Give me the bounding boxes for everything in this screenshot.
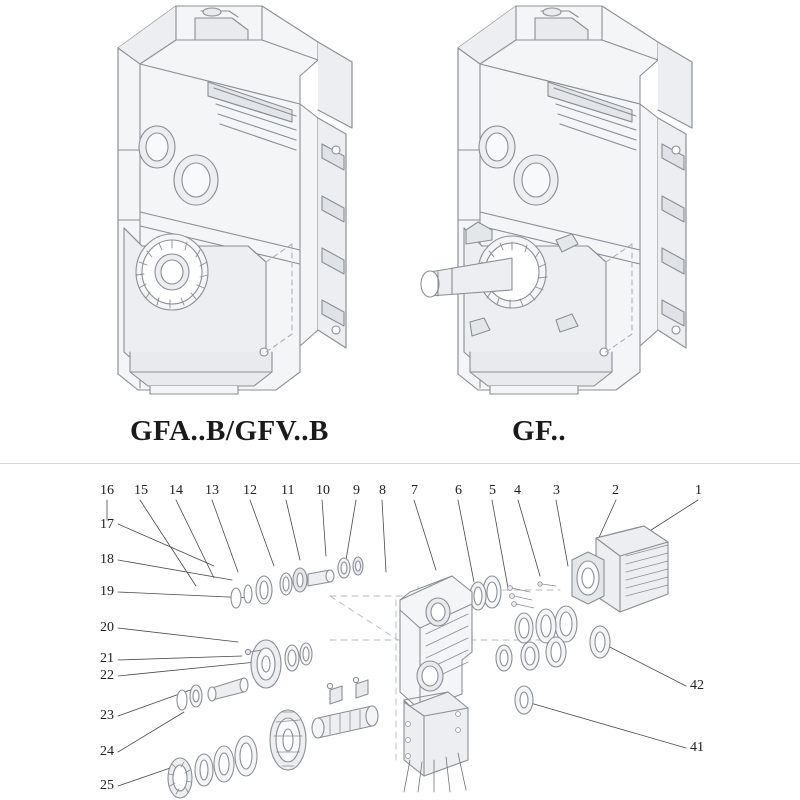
callout-9: 9 xyxy=(353,483,360,498)
callout-41: 41 xyxy=(690,740,704,755)
gf-gearbox-isometric xyxy=(421,6,692,394)
callout-22: 22 xyxy=(100,668,114,683)
callout-10: 10 xyxy=(316,483,330,498)
callout-42: 42 xyxy=(690,678,704,693)
callout-15: 15 xyxy=(134,483,148,498)
callout-19: 19 xyxy=(100,584,114,599)
callout-17: 17 xyxy=(100,517,114,532)
callout-20: 20 xyxy=(100,620,114,635)
callout-21: 21 xyxy=(100,651,114,666)
exploded-parts-diagram xyxy=(107,500,698,798)
callout-12: 12 xyxy=(243,483,257,498)
callout-7: 7 xyxy=(411,483,418,498)
callout-14: 14 xyxy=(169,483,183,498)
callout-16: 16 xyxy=(100,483,114,498)
callout-5: 5 xyxy=(489,483,496,498)
callout-25: 25 xyxy=(100,778,114,793)
callout-11: 11 xyxy=(281,483,295,498)
section-divider xyxy=(0,463,800,464)
callout-18: 18 xyxy=(100,552,114,567)
callout-24: 24 xyxy=(100,744,114,759)
callout-3: 3 xyxy=(553,483,560,498)
gfa-gfv-b-gearbox-isometric xyxy=(118,6,352,394)
callout-2: 2 xyxy=(612,483,619,498)
callout-1: 1 xyxy=(695,483,702,498)
callout-6: 6 xyxy=(455,483,462,498)
caption-right: GF.. xyxy=(512,415,567,447)
caption-left: GFA..B/GFV..B xyxy=(130,415,329,447)
callout-23: 23 xyxy=(100,708,114,723)
callout-8: 8 xyxy=(379,483,386,498)
callout-4: 4 xyxy=(514,483,521,498)
callout-13: 13 xyxy=(205,483,219,498)
